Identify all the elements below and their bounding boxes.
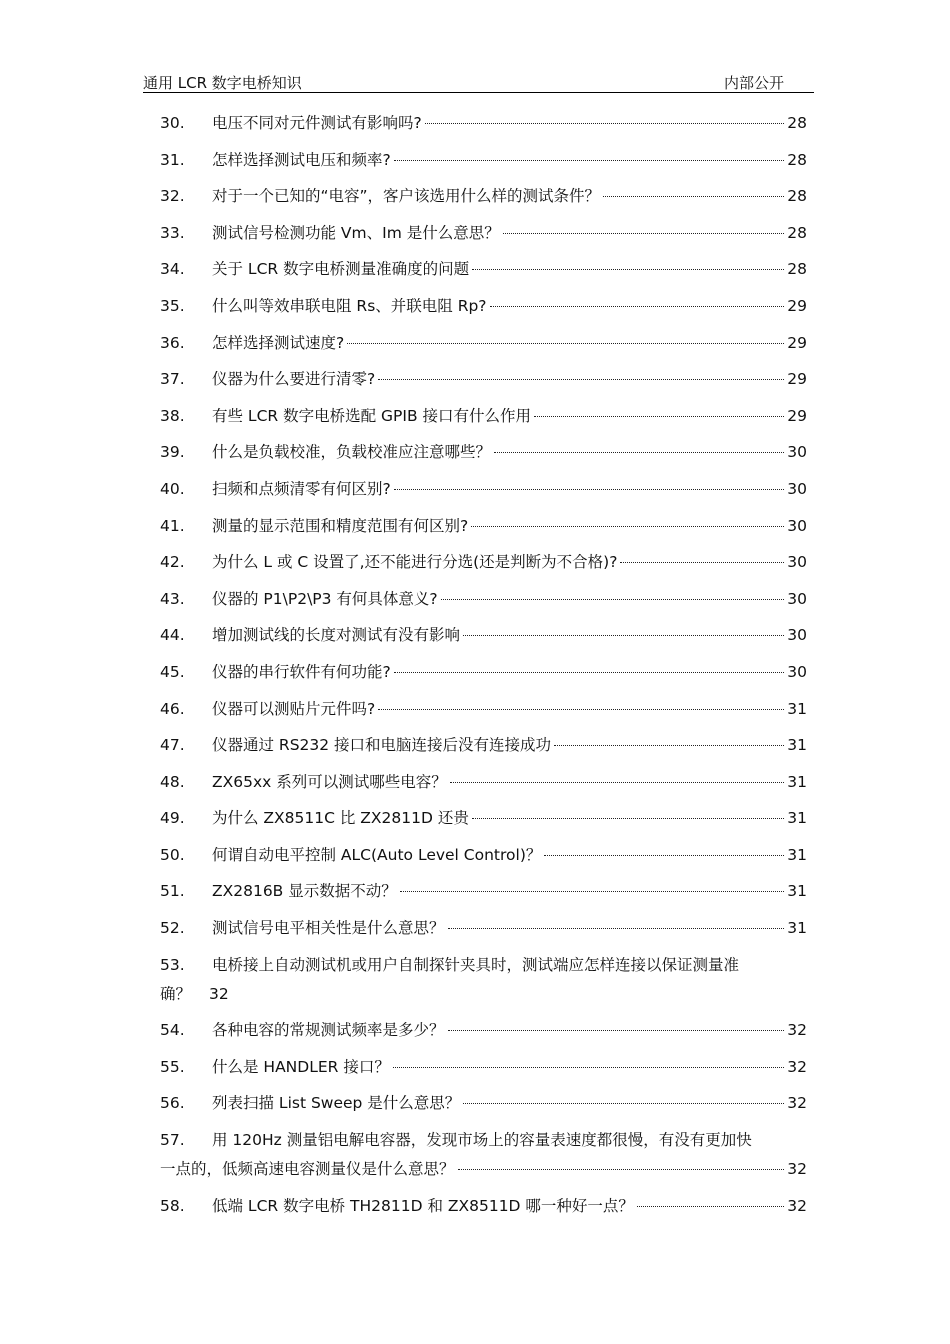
toc-entry-number: 34. bbox=[160, 260, 185, 279]
toc-entry-page-number: 31 bbox=[787, 845, 807, 864]
dot-leader bbox=[347, 343, 784, 344]
toc-entry-page-number: 29 bbox=[787, 406, 807, 425]
toc-entry[interactable] bbox=[160, 478, 807, 500]
dot-leader bbox=[394, 489, 785, 490]
toc-entry-page-number: 29 bbox=[787, 370, 807, 389]
toc-entry-title: 为什么 ZX8511C 比 ZX2811D 还贵 bbox=[212, 809, 469, 828]
toc-entry-title: 仪器的串行软件有何功能? bbox=[212, 662, 391, 681]
toc-entry-number: 50. bbox=[160, 845, 185, 864]
toc-entry-number: 56. bbox=[160, 1094, 185, 1113]
toc-entry-title: 测量的显示范围和精度范围有何区别? bbox=[212, 516, 469, 535]
toc-entry[interactable] bbox=[160, 1129, 807, 1180]
toc-entry-page-number: 30 bbox=[787, 516, 807, 535]
dot-leader bbox=[490, 306, 785, 307]
toc-entry-page-number: 28 bbox=[787, 150, 807, 169]
toc-entry-page-number: 31 bbox=[787, 809, 807, 828]
toc-entry-number: 45. bbox=[160, 662, 185, 681]
toc-entry-title: 用 120Hz 测量铝电解电容器，发现市场上的容量表速度都很慢，有没有更加快 bbox=[212, 1131, 752, 1150]
dot-leader bbox=[450, 782, 785, 783]
toc-entry-title: 何谓自动电平控制 ALC(Auto Level Control)？ bbox=[212, 845, 542, 864]
toc-entry[interactable] bbox=[160, 258, 807, 280]
toc-entry-page-number: 30 bbox=[787, 443, 807, 462]
toc-entry-number: 48. bbox=[160, 772, 185, 791]
toc-entry-number: 32. bbox=[160, 187, 185, 206]
toc-entry-number: 44. bbox=[160, 626, 185, 645]
dot-leader bbox=[637, 1206, 784, 1207]
toc-entry-number: 53. bbox=[160, 955, 185, 974]
toc-entry-page-number: 31 bbox=[787, 736, 807, 755]
toc-entry[interactable] bbox=[160, 954, 807, 1005]
toc-entry[interactable] bbox=[160, 661, 807, 683]
toc-entry-title: 增加测试线的长度对测试有没有影响 bbox=[212, 626, 461, 645]
dot-leader bbox=[554, 745, 784, 746]
dot-leader bbox=[393, 1067, 784, 1068]
toc-entry-page-number: 28 bbox=[787, 187, 807, 206]
dot-leader bbox=[463, 1103, 784, 1104]
toc-entry-number: 51. bbox=[160, 882, 185, 901]
toc-entry-page-number: 28 bbox=[787, 223, 807, 242]
dot-leader bbox=[378, 709, 784, 710]
toc-entry-number: 39. bbox=[160, 443, 185, 462]
toc-entry-number: 37. bbox=[160, 370, 185, 389]
toc-entry[interactable] bbox=[160, 515, 807, 537]
toc-entry-title: 仪器为什么要进行清零? bbox=[212, 370, 376, 389]
toc-entry-title: 什么是负载校准，负载校准应注意哪些？ bbox=[212, 443, 492, 462]
toc-entry[interactable] bbox=[160, 441, 807, 463]
toc-entry-title-continued: 一点的，低频高速电容测量仪是什么意思？ bbox=[160, 1160, 455, 1179]
toc-entry-page-number: 30 bbox=[787, 553, 807, 572]
toc-entry-number: 49. bbox=[160, 809, 185, 828]
dot-leader bbox=[620, 562, 784, 563]
toc-entry-number: 40. bbox=[160, 479, 185, 498]
toc-entry[interactable] bbox=[160, 844, 807, 866]
dot-leader bbox=[534, 416, 784, 417]
toc-entry[interactable] bbox=[160, 222, 807, 244]
dot-leader bbox=[472, 269, 784, 270]
toc-entry-number: 43. bbox=[160, 589, 185, 608]
toc-entry-number: 35. bbox=[160, 296, 185, 315]
toc-entry-title: 扫频和点频清零有何区别? bbox=[212, 479, 391, 498]
dot-leader bbox=[448, 1030, 785, 1031]
dot-leader bbox=[603, 196, 784, 197]
toc-entry-number: 57. bbox=[160, 1131, 185, 1150]
toc-entry-page-number: 30 bbox=[787, 589, 807, 608]
toc-entry[interactable] bbox=[160, 551, 807, 573]
dot-leader bbox=[471, 526, 784, 527]
toc-entry-title: 关于 LCR 数字电桥测量准确度的问题 bbox=[212, 260, 470, 279]
toc-entry-title: 仪器可以测贴片元件吗? bbox=[212, 699, 376, 718]
table-of-contents bbox=[160, 112, 807, 1231]
toc-entry-page-number: 31 bbox=[787, 919, 807, 938]
toc-entry-title: 仪器通过 RS232 接口和电脑连接后没有连接成功 bbox=[212, 736, 552, 755]
toc-entry-number: 33. bbox=[160, 223, 185, 242]
toc-entry-page-number: 28 bbox=[787, 260, 807, 279]
toc-entry-number: 55. bbox=[160, 1057, 185, 1076]
toc-entry[interactable] bbox=[160, 332, 807, 354]
toc-entry-page-number: 32 bbox=[787, 1196, 807, 1215]
toc-entry[interactable] bbox=[160, 698, 807, 720]
toc-entry[interactable] bbox=[160, 405, 807, 427]
dot-leader bbox=[503, 233, 785, 234]
toc-entry[interactable] bbox=[160, 1092, 807, 1114]
dot-leader bbox=[378, 379, 784, 380]
toc-entry[interactable] bbox=[160, 807, 807, 829]
toc-entry-number: 38. bbox=[160, 406, 185, 425]
toc-entry[interactable] bbox=[160, 771, 807, 793]
toc-entry[interactable] bbox=[160, 1195, 807, 1217]
toc-entry-title: 各种电容的常规测试频率是多少？ bbox=[212, 1021, 445, 1040]
header-classification: 内部公开 bbox=[724, 74, 785, 92]
toc-entry[interactable] bbox=[160, 1019, 807, 1041]
toc-entry-page-number: 31 bbox=[787, 772, 807, 791]
toc-entry-page-number: 30 bbox=[787, 662, 807, 681]
dot-leader bbox=[400, 891, 785, 892]
dot-leader bbox=[458, 1169, 785, 1170]
toc-entry-page-number: 29 bbox=[787, 333, 807, 352]
toc-entry-number: 36. bbox=[160, 333, 185, 352]
dot-leader bbox=[544, 855, 784, 856]
toc-entry[interactable] bbox=[160, 734, 807, 756]
toc-entry-number: 42. bbox=[160, 553, 185, 572]
toc-entry-number: 46. bbox=[160, 699, 185, 718]
toc-entry-page-number: 32 bbox=[787, 1160, 807, 1179]
toc-entry-number: 30. bbox=[160, 114, 185, 132]
toc-entry-title: ZX65xx 系列可以测试哪些电容？ bbox=[212, 772, 447, 791]
toc-entry-page-number: 30 bbox=[787, 479, 807, 498]
toc-entry-number: 31. bbox=[160, 150, 185, 169]
toc-entry[interactable] bbox=[160, 112, 807, 134]
dot-leader bbox=[448, 928, 785, 929]
toc-entry-title: 测试信号电平相关性是什么意思？ bbox=[212, 919, 445, 938]
toc-entry-page-number: 32 bbox=[787, 1094, 807, 1113]
toc-entry-title: 怎样选择测试速度? bbox=[212, 333, 345, 352]
header-rule bbox=[143, 92, 814, 93]
toc-entry[interactable] bbox=[160, 917, 807, 939]
toc-entry-title: ZX2816B 显示数据不动？ bbox=[212, 882, 397, 901]
toc-entry-title: 什么叫等效串联电阻 Rs、并联电阻 Rp? bbox=[212, 296, 487, 315]
dot-leader bbox=[394, 672, 785, 673]
header-title: 通用 LCR 数字电桥知识 bbox=[143, 74, 302, 92]
toc-entry-page-number: 32 bbox=[787, 1021, 807, 1040]
toc-entry-number: 54. bbox=[160, 1021, 185, 1040]
toc-entry-title: 对于一个已知的“电容”，客户该选用什么样的测试条件？ bbox=[212, 187, 601, 206]
dot-leader bbox=[494, 452, 784, 453]
toc-entry-title: 电压不同对元件测试有影响吗? bbox=[212, 114, 422, 132]
toc-entry-title-continued: 确？ bbox=[160, 984, 192, 1003]
toc-entry[interactable] bbox=[160, 295, 807, 317]
toc-entry[interactable] bbox=[160, 880, 807, 902]
toc-entry-number: 41. bbox=[160, 516, 185, 535]
toc-entry-title: 列表扫描 List Sweep 是什么意思？ bbox=[212, 1094, 461, 1113]
toc-entry-title: 有些 LCR 数字电桥选配 GPIB 接口有什么作用 bbox=[212, 406, 531, 425]
toc-entry[interactable] bbox=[160, 1056, 807, 1078]
dot-leader bbox=[472, 818, 784, 819]
toc-entry-title: 仪器的 P1\P2\P3 有何具体意义? bbox=[212, 589, 438, 608]
toc-entry-number: 52. bbox=[160, 919, 185, 938]
toc-entry[interactable] bbox=[160, 149, 807, 171]
dot-leader bbox=[425, 123, 785, 124]
toc-entry-title: 电桥接上自动测试机或用户自制探针夹具时，测试端应怎样连接以保证测量准 bbox=[212, 955, 740, 974]
toc-entry-title: 什么是 HANDLER 接口？ bbox=[212, 1057, 390, 1076]
toc-entry-page-number: 28 bbox=[787, 114, 807, 132]
toc-entry-title: 怎样选择测试电压和频率? bbox=[212, 150, 391, 169]
toc-entry[interactable] bbox=[160, 368, 807, 390]
toc-entry-number: 58. bbox=[160, 1196, 185, 1215]
dot-leader bbox=[463, 635, 784, 636]
toc-entry-page-number: 31 bbox=[787, 882, 807, 901]
toc-entry-number: 47. bbox=[160, 736, 185, 755]
toc-entry-title: 测试信号检测功能 Vm、Im 是什么意思？ bbox=[212, 223, 500, 242]
toc-entry-page-number: 29 bbox=[787, 296, 807, 315]
dot-leader bbox=[441, 599, 785, 600]
toc-entry-page-number: 32 bbox=[209, 984, 229, 1003]
toc-entry[interactable] bbox=[160, 624, 807, 646]
toc-entry-title: 为什么 L 或 C 设置了,还不能进行分选(还是判断为不合格)? bbox=[212, 553, 618, 572]
toc-entry-title: 低端 LCR 数字电桥 TH2811D 和 ZX8511D 哪一种好一点？ bbox=[212, 1196, 634, 1215]
toc-entry-page-number: 30 bbox=[787, 626, 807, 645]
dot-leader bbox=[394, 160, 785, 161]
toc-entry[interactable] bbox=[160, 185, 807, 207]
toc-entry-page-number: 31 bbox=[787, 699, 807, 718]
toc-entry[interactable] bbox=[160, 588, 807, 610]
toc-entry-page-number: 32 bbox=[787, 1057, 807, 1076]
